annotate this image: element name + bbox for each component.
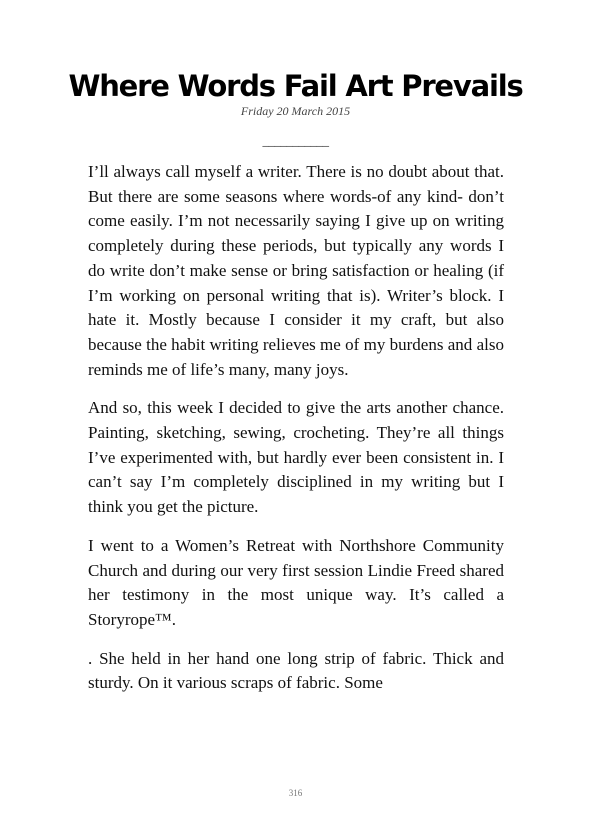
article-date: Friday 20 March 2015 <box>240 104 351 118</box>
page-number: 316 <box>288 788 303 798</box>
article-title: Where Words Fail Art Prevails <box>68 69 523 103</box>
article-body <box>88 160 504 710</box>
paragraph: And so, this week I decided to give the arts another chance. Painting, sketching, sewing, crocheting. They’re all things I’ve experimented with, but hardly ever been consistent in. I can’t say I’m completely disciplined in my writing but I think you get the picture. <box>88 398 504 517</box>
title-divider: ___________ <box>262 133 329 148</box>
paragraph: . She held in her hand one long strip of fabric. Thick and sturdy. On it various scraps of fabric. Some <box>88 648 504 693</box>
paragraph: I went to a Women’s Retreat with Northshore Community Church and during our very first session Lindie Freed shared her testimony in the most unique way. It’s called a Storyrope™. <box>88 535 504 629</box>
paragraph: I’ll always call myself a writer. There is no doubt about that. But there are some seasons where words-of any kind- don’t come easily. I’m not necessarily saying I give up on writing completely during these periods, but typically any words I do write don’t make sense or bring satisfaction or healing (if I’m working on personal writing that is). Writer’s block. I hate it. Mostly because I consider it my craft, but also because the habit writing relieves me of my burdens and also reminds me of life’s many, many joys. <box>88 162 504 379</box>
